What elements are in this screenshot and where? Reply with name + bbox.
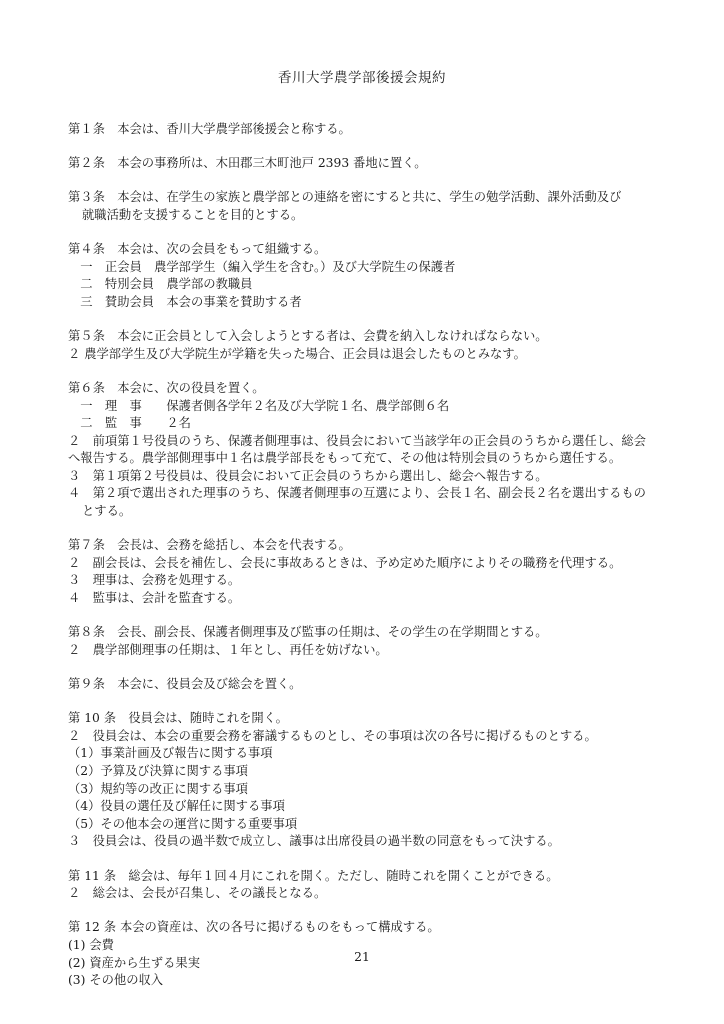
article-line: 第３条 本会は、在学生の家族と農学部との連絡を密にすると共に、学生の勉学活動、課外活動及び	[68, 190, 622, 205]
article-line: ３ 第１項第２号役員は、役員会において正会員のうちから選出し、総会へ報告する。	[68, 468, 548, 483]
article-4	[68, 241, 668, 311]
article-line: (2) 資産から生ずる果実	[68, 955, 200, 970]
article-line: ３ 役員会は、役員の過半数で成立し、議事は出席役員の過半数の同意をもって決する。	[68, 834, 560, 849]
article-8	[68, 624, 668, 659]
article-line: 第８条 会長、副会長、保護者側理事及び監事の任期は、その学生の在学期間とする。	[68, 625, 548, 640]
article-line: 第２条 本会の事務所は、木田郡三木町池戸 2393 番地に置く。	[68, 156, 427, 171]
article-9	[68, 676, 668, 694]
article-line: (3) その他の収入	[68, 973, 164, 988]
article-gap	[68, 173, 668, 190]
page-title: 香川大学農学部後援会規約	[278, 70, 446, 86]
article-line: 第 12 条 本会の資産は、次の各号に掲げるものをもって構成する。	[68, 920, 440, 935]
article-line: 第７条 会長は、会務を総括し、本会を代表する。	[68, 538, 351, 553]
article-line: （2）予算及び決算に関する事項	[68, 763, 248, 778]
article-line: 一 理 事 保護者側各学年２名及び大学院１名、農学部側６名	[68, 398, 450, 413]
article-gap	[68, 312, 668, 329]
article-gap	[68, 363, 668, 380]
article-line: （3）規約等の改正に関する事項	[68, 781, 248, 796]
article-1	[68, 121, 668, 139]
article-11	[68, 868, 668, 903]
article-line: 二 監 事 ２名	[68, 416, 191, 431]
article-gap	[68, 521, 668, 538]
article-10	[68, 710, 668, 851]
article-line: ４ 第２項で選出された理事のうち、保護者側理事の互選により、会長１名、副会長２名を選出するもの	[68, 486, 646, 501]
article-7	[68, 537, 668, 607]
article-line: ２ 農学部学生及び大学院生が学籍を失った場合、正会員は退会したものとみなす。	[68, 346, 526, 361]
article-line: とする。	[82, 504, 132, 519]
article-line: 就職活動を支援することを目的とする。	[82, 207, 304, 222]
article-line: 第 11 条 総会は、毎年１回４月にこれを開く。ただし、随時これを開くことができる。	[68, 868, 559, 883]
article-line: 一 正会員 農学部学生（編入学生を含む。）及び大学院生の保護者	[68, 259, 456, 274]
article-line: （4）役員の選任及び解任に関する事項	[68, 799, 285, 814]
article-line: ２ 前項第１号役員のうち、保護者側理事は、役員会において当該学年の正会員のうちから選任し、総会	[68, 433, 646, 448]
article-line: 第６条 本会に、次の役員を置く。	[68, 380, 265, 395]
article-line: 三 賛助会員 本会の事業を賛助する者	[68, 294, 302, 309]
page-number: 21	[354, 950, 370, 964]
article-gap	[68, 903, 668, 920]
article-line: ２ 総会は、会長が召集し、その議長となる。	[68, 886, 327, 901]
article-gap	[68, 139, 668, 156]
article-line: 第９条 本会に、役員会及び総会を置く。	[68, 677, 302, 691]
article-3	[68, 189, 668, 224]
article-line: ４ 監事は、会計を監査する。	[68, 591, 241, 606]
article-line: （1）事業計画及び報告に関する事項	[68, 746, 273, 761]
article-line: ３ 理事は、会務を処理する。	[68, 573, 241, 588]
article-line: ２ 農学部側理事の任期は、１年とし、再任を妨げない。	[68, 642, 388, 657]
article-line: （5）その他本会の運営に関する重要事項	[68, 816, 298, 831]
article-5	[68, 328, 668, 363]
article-line: 第 10 条 役員会は、随時これを開く。	[68, 711, 288, 726]
article-line: 二 特別会員 農学部の教職員	[68, 277, 253, 292]
article-line: 第４条 本会は、次の会員をもって組織する。	[68, 242, 327, 257]
article-gap	[68, 225, 668, 242]
article-gap	[68, 659, 668, 676]
article-line: 第１条 本会は、香川大学農学部後援会と称する。	[68, 122, 351, 136]
article-2	[68, 155, 668, 173]
article-line: ２ 役員会は、本会の重要会務を審議するものとし、その事項は次の各号に掲げるものとする。	[68, 728, 597, 743]
article-line: (1) 会費	[68, 937, 114, 952]
article-line: 第５条 本会に正会員として入会しようとする者は、会費を納入しなければならない。	[68, 329, 548, 344]
article-line: へ報告する。農学部側理事中１名は農学部長をもって充て、その他は特別会員のうちから選任する。	[68, 451, 622, 466]
article-line: ２ 副会長は、会長を補佐し、会長に事故あるときは、予め定めた順序によりその職務を代理する。	[68, 555, 622, 570]
articles-body	[68, 121, 668, 990]
article-gap	[68, 851, 668, 868]
article-6	[68, 380, 668, 521]
article-gap	[68, 608, 668, 625]
article-gap	[68, 694, 668, 711]
